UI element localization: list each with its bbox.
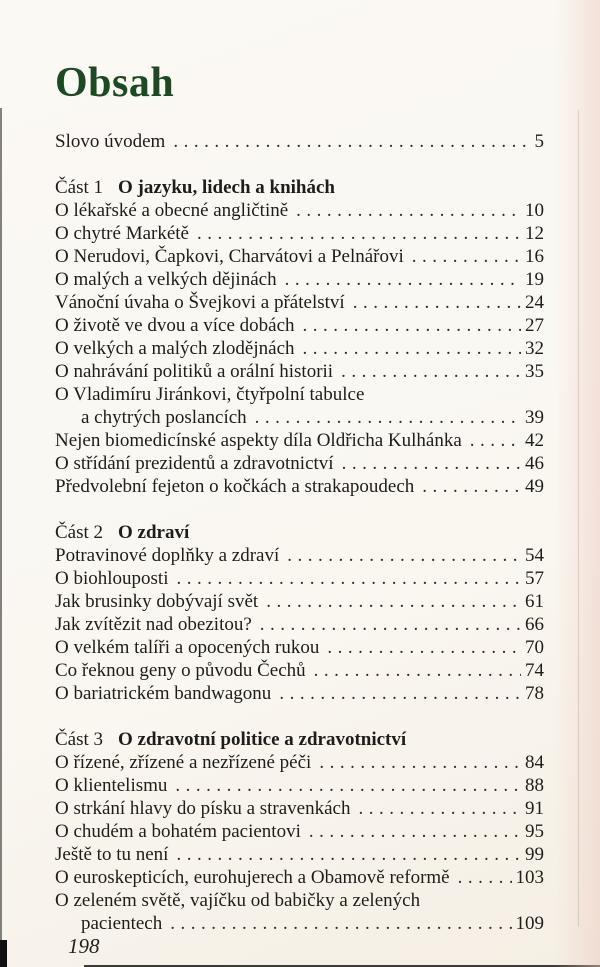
dot-leader bbox=[168, 567, 521, 590]
dot-leader bbox=[345, 291, 521, 314]
section-part-label: Část 1 bbox=[55, 177, 104, 198]
toc-entry bbox=[55, 613, 544, 636]
section-title: O zdravotní politice a zdravotnictví bbox=[118, 729, 407, 750]
toc-entry bbox=[55, 912, 544, 935]
dot-leader bbox=[450, 866, 512, 889]
toc-entry-title: O chudém a bohatém pacientovi bbox=[55, 821, 301, 842]
toc-entry-page: 49 bbox=[525, 476, 544, 497]
toc-entry bbox=[55, 360, 544, 383]
toc-entry-page: 84 bbox=[525, 752, 544, 773]
toc-entry-page: 46 bbox=[525, 453, 544, 474]
toc-entry-page: 10 bbox=[525, 200, 544, 221]
dot-leader bbox=[319, 636, 521, 659]
toc-entry-page: 88 bbox=[525, 775, 544, 796]
section-title: O zdraví bbox=[118, 522, 190, 543]
toc-entry-page: 66 bbox=[525, 614, 544, 635]
dot-leader bbox=[168, 843, 521, 866]
dot-leader bbox=[462, 429, 521, 452]
toc-entry bbox=[55, 337, 544, 360]
toc-entry bbox=[55, 429, 544, 452]
toc-entry-page: 5 bbox=[534, 131, 544, 152]
toc-entry-page: 19 bbox=[525, 269, 544, 290]
dot-leader bbox=[277, 268, 521, 291]
section-part-label: Část 3 bbox=[55, 729, 104, 750]
scan-corner-mark bbox=[0, 940, 7, 967]
toc-entry-title: Jak zvítězit nad obezitou? bbox=[55, 614, 252, 635]
toc-entry-page: 70 bbox=[525, 637, 544, 658]
toc-entry-title: O chytré Markétě bbox=[55, 223, 189, 244]
toc-entry-title: O klientelismu bbox=[55, 775, 168, 796]
page-title: Obsah bbox=[55, 60, 175, 106]
toc-entry bbox=[55, 383, 544, 406]
toc-entry-title: Co řeknou geny o původu Čechů bbox=[55, 660, 306, 681]
toc-entry-title: O řízené, zřízené a nezřízené péči bbox=[55, 752, 312, 773]
toc-content bbox=[55, 0, 544, 935]
dot-leader bbox=[306, 659, 521, 682]
toc-entry bbox=[55, 567, 544, 590]
toc-entry-page: 109 bbox=[515, 913, 544, 934]
dot-leader bbox=[404, 245, 521, 268]
toc-entry-title: O velkém talíři a opocených rukou bbox=[55, 637, 320, 658]
toc-entry bbox=[55, 245, 544, 268]
toc-entry-title: a chytrých poslancích bbox=[81, 407, 247, 428]
toc-entry-page: 35 bbox=[525, 361, 544, 382]
toc-entry-title: O euroskepticích, eurohujerech a Obamově reformě bbox=[55, 867, 450, 888]
toc-entry-page: 91 bbox=[525, 798, 544, 819]
dot-leader bbox=[350, 797, 521, 820]
toc-entry-page: 61 bbox=[525, 591, 544, 612]
dot-leader bbox=[258, 590, 521, 613]
section-heading bbox=[55, 521, 544, 544]
toc-entry bbox=[55, 866, 544, 889]
toc-entry-title: O velkých a malých zlodějnách bbox=[55, 338, 295, 359]
toc-entry-title: O strkání hlavy do písku a stravenkách bbox=[55, 798, 351, 819]
toc-entry bbox=[55, 406, 544, 429]
toc-entry bbox=[55, 222, 544, 245]
toc-section bbox=[55, 728, 544, 935]
toc-entry-page: 95 bbox=[525, 821, 544, 842]
toc-entry-page: 27 bbox=[525, 315, 544, 336]
dot-leader bbox=[295, 314, 521, 337]
toc-entry-title: Vánoční úvaha o Švejkovi a přátelství bbox=[55, 292, 345, 313]
table-of-contents bbox=[55, 130, 544, 935]
toc-entry-title: O bariatrickém bandwagonu bbox=[55, 683, 272, 704]
toc-section bbox=[55, 521, 544, 705]
toc-entry-page: 78 bbox=[525, 683, 544, 704]
toc-entry-page: 32 bbox=[525, 338, 544, 359]
section-heading bbox=[55, 176, 544, 199]
toc-entry bbox=[55, 475, 544, 498]
toc-entry-page: 42 bbox=[525, 430, 544, 451]
toc-entry bbox=[55, 820, 544, 843]
dot-leader bbox=[414, 475, 521, 498]
toc-entry-title: O střídání prezidentů a zdravotnictví bbox=[55, 453, 334, 474]
toc-entry bbox=[55, 268, 544, 291]
toc-entry-title: Potravinové doplňky a zdraví bbox=[55, 545, 280, 566]
toc-entry bbox=[55, 291, 544, 314]
toc-entry bbox=[55, 797, 544, 820]
toc-entry bbox=[55, 199, 544, 222]
dot-leader bbox=[252, 613, 521, 636]
dot-leader bbox=[271, 682, 521, 705]
dot-leader bbox=[333, 360, 521, 383]
toc-entry-title: Předvolební fejeton o kočkách a strakapoudech bbox=[55, 476, 415, 497]
toc-entry-page: 103 bbox=[515, 867, 544, 888]
dot-leader bbox=[162, 912, 511, 935]
dot-leader bbox=[288, 199, 521, 222]
toc-entry-page: 54 bbox=[525, 545, 544, 566]
toc-entry-page: 24 bbox=[525, 292, 544, 313]
dot-leader bbox=[334, 452, 521, 475]
toc-entry-title: Ještě to tu není bbox=[55, 844, 169, 865]
toc-entry-title: O Vladimíru Jiránkovi, čtyřpolní tabulce bbox=[55, 384, 365, 405]
dot-leader bbox=[311, 751, 521, 774]
toc-entry bbox=[55, 452, 544, 475]
dot-leader bbox=[247, 406, 521, 429]
toc-entry-page: 39 bbox=[525, 407, 544, 428]
toc-entry-title: Slovo úvodem bbox=[55, 131, 166, 152]
toc-entry bbox=[55, 590, 544, 613]
toc-entry-title: O biohlouposti bbox=[55, 568, 169, 589]
toc-entry-title: O Nerudovi, Čapkovi, Charvátovi a Pelnářovi bbox=[55, 246, 404, 267]
toc-entry bbox=[55, 889, 544, 912]
toc-entry-title: Jak brusinky dobývají svět bbox=[55, 591, 259, 612]
toc-entry-page: 74 bbox=[525, 660, 544, 681]
scan-edge-right bbox=[554, 0, 600, 967]
toc-entry-title: O životě ve dvou a více dobách bbox=[55, 315, 295, 336]
toc-entry bbox=[55, 751, 544, 774]
toc-section bbox=[55, 176, 544, 498]
section-heading bbox=[55, 728, 544, 751]
dot-leader bbox=[189, 222, 521, 245]
toc-entry-page: 57 bbox=[525, 568, 544, 589]
toc-entry-page: 16 bbox=[525, 246, 544, 267]
toc-entry-title: pacientech bbox=[81, 913, 163, 934]
page-crease-line bbox=[578, 110, 579, 927]
toc-entry bbox=[55, 636, 544, 659]
section-title: O jazyku, lidech a knihách bbox=[118, 177, 335, 198]
dot-leader bbox=[279, 544, 521, 567]
toc-entry bbox=[55, 843, 544, 866]
toc-entry-page: 12 bbox=[525, 223, 544, 244]
toc-entry-title: O nahrávání politiků a orální historii bbox=[55, 361, 334, 382]
toc-entry bbox=[55, 544, 544, 567]
toc-entry-title: Nejen biomedicínské aspekty díla Oldřicha Kulhánka bbox=[55, 430, 462, 451]
dot-leader bbox=[167, 774, 521, 797]
dot-leader bbox=[295, 337, 521, 360]
section-part-label: Část 2 bbox=[55, 522, 104, 543]
dot-leader bbox=[301, 820, 521, 843]
toc-entry bbox=[55, 659, 544, 682]
toc-entry-title: O malých a velkých dějinách bbox=[55, 269, 277, 290]
scan-edge-left bbox=[0, 108, 2, 967]
dot-leader bbox=[165, 130, 530, 153]
toc-entry bbox=[55, 774, 544, 797]
toc-entry-title: O zeleném světě, vajíčku od babičky a zelených bbox=[55, 890, 421, 911]
toc-entry bbox=[55, 130, 544, 153]
toc-entry-page: 99 bbox=[525, 844, 544, 865]
toc-entry bbox=[55, 682, 544, 705]
folio-page-number: 198 bbox=[68, 934, 100, 958]
toc-entry bbox=[55, 314, 544, 337]
toc-entry-title: O lékařské a obecné angličtině bbox=[55, 200, 289, 221]
